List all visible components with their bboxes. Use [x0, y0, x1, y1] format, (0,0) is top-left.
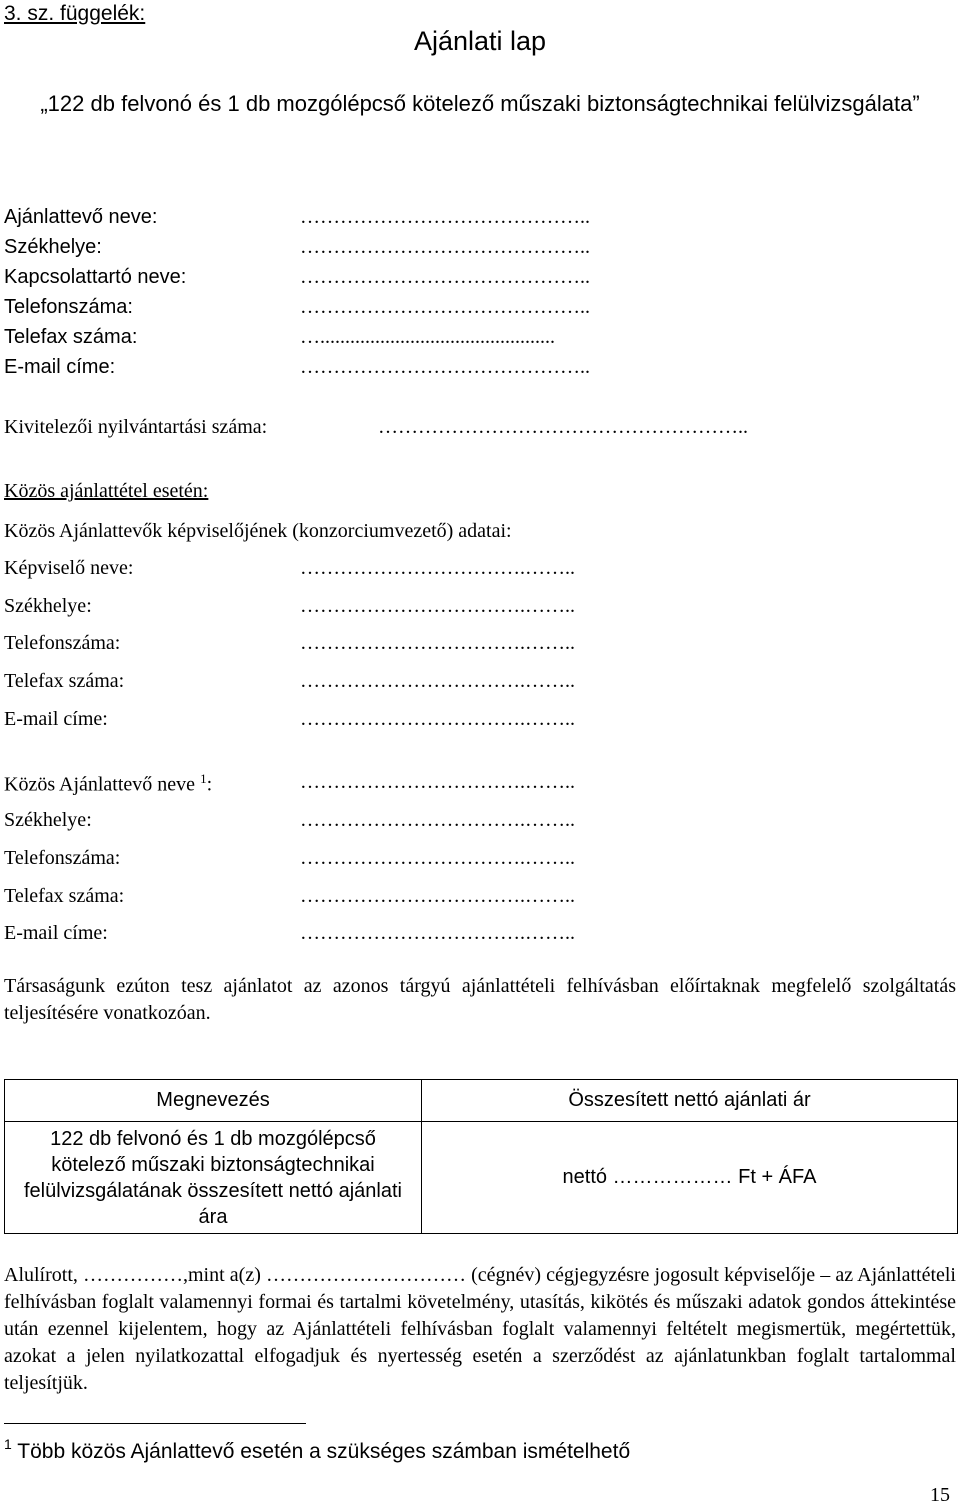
- bidder-phone-field[interactable]: ……………………………………..: [300, 296, 590, 318]
- rep-email-field[interactable]: …………………………….……..: [300, 708, 575, 730]
- row-net-price-field[interactable]: nettó ……………… Ft + ÁFA: [422, 1122, 958, 1234]
- footnote-number: 1: [4, 1436, 12, 1452]
- bidder-name-label: Ajánlattevő neve:: [4, 206, 158, 228]
- bidder-contact-label: Kapcsolattartó neve:: [4, 266, 187, 288]
- rep-phone-field[interactable]: …………………………….……..: [300, 632, 575, 654]
- bidder-phone-label: Telefonszáma:: [4, 296, 133, 318]
- bidder-seat-field[interactable]: ……………………………………..: [300, 236, 590, 258]
- col-header-net-price: Összesített nettó ajánlati ár: [422, 1080, 958, 1122]
- member-name-field[interactable]: …………………………….……..: [300, 771, 575, 793]
- page-title: Ajánlati lap: [413, 26, 547, 56]
- appendix-label: 3. sz. függelék:: [4, 2, 146, 25]
- member-email-label: E-mail címe:: [4, 922, 108, 944]
- col-header-description: Megnevezés: [5, 1080, 422, 1122]
- member-fax-field[interactable]: …………………………….……..: [300, 885, 575, 907]
- bidder-email-field[interactable]: ……………………………………..: [300, 356, 590, 378]
- member-name-text: Közös Ajánlattevő neve: [4, 773, 196, 796]
- page-subtitle: „122 db felvonó és 1 db mozgólépcső kötelező műszaki biztonságtechnikai felülvizsgálata”: [40, 91, 920, 116]
- registry-field[interactable]: ………………………………………………..: [378, 416, 748, 438]
- rep-name-label: Képviselő neve:: [4, 557, 134, 579]
- member-email-field[interactable]: …………………………….……..: [300, 922, 575, 944]
- joint-bid-heading: Közös ajánlattétel esetén:: [4, 480, 209, 502]
- member-footnote-ref: 1: [200, 771, 207, 786]
- rep-fax-label: Telefax száma:: [4, 670, 125, 692]
- price-table: [4, 1079, 958, 1234]
- bidder-email-label: E-mail címe:: [4, 356, 116, 378]
- footnote-text: Több közös Ajánlattevő esetén a szükséges számban ismételhető: [17, 1440, 631, 1463]
- member-fax-label: Telefax száma:: [4, 885, 125, 907]
- rep-fax-field[interactable]: …………………………….……..: [300, 670, 575, 692]
- rep-email-label: E-mail címe:: [4, 708, 108, 730]
- bidder-fax-label: Telefax száma:: [4, 326, 138, 348]
- member-phone-field[interactable]: …………………………….……..: [300, 847, 575, 869]
- rep-seat-label: Székhelye:: [4, 595, 92, 617]
- member-seat-field[interactable]: …………………………….……..: [300, 809, 575, 831]
- row-description: 122 db felvonó és 1 db mozgólépcső kötelező műszaki biztonságtechnikai felülvizsgálatának összesített nettó ajánlati ára: [5, 1122, 422, 1234]
- member-phone-label: Telefonszáma:: [4, 847, 121, 869]
- footnote-divider: [4, 1423, 306, 1424]
- declaration-text: Alulírott, ……………,mint a(z) ………………………… (cégnév) cégjegyzésre jogosult képviselője – az Ajánlattételi felhívásban foglalt valamennyi formai és tartalmi követelmény, utasítás, kikötés és műszaki adatok gondos áttekintése után ezennel kijelentem, hogy az Ajánlattételi felhívásban foglalt valamennyi feltételt megismertük, megértettük, azokat a jelen nyilatkozattal elfogadjuk és nyertesség esetén a szerződést az ajánlatunkban foglalt tartalommal teljesítjük.: [4, 1264, 956, 1394]
- member-name-label: [4, 771, 212, 797]
- footnote: [4, 1436, 631, 1464]
- bidder-name-field[interactable]: ……………………………………..: [300, 206, 590, 228]
- member-seat-label: Székhelye:: [4, 809, 92, 831]
- bidder-seat-label: Székhelye:: [4, 236, 102, 258]
- member-name-colon: :: [206, 773, 213, 796]
- joint-rep-heading: Közös Ajánlattevők képviselőjének (konzorciumvezető) adatai:: [4, 520, 512, 542]
- rep-name-field[interactable]: …………………………….……..: [300, 557, 575, 579]
- registry-label: Kivitelezői nyilvántartási száma:: [4, 416, 268, 438]
- bidder-contact-field[interactable]: ……………………………………..: [300, 266, 590, 288]
- page-number: 15: [930, 1484, 950, 1506]
- bidder-fax-field[interactable]: …...............................................: [300, 326, 555, 348]
- rep-phone-label: Telefonszáma:: [4, 632, 121, 654]
- offer-statement: Társaságunk ezúton tesz ajánlatot az azonos tárgyú ajánlattételi felhívásban előírtaknak megfelelő szolgáltatás teljesítésére vonatkozóan.: [4, 975, 956, 1024]
- rep-seat-field[interactable]: …………………………….……..: [300, 595, 575, 617]
